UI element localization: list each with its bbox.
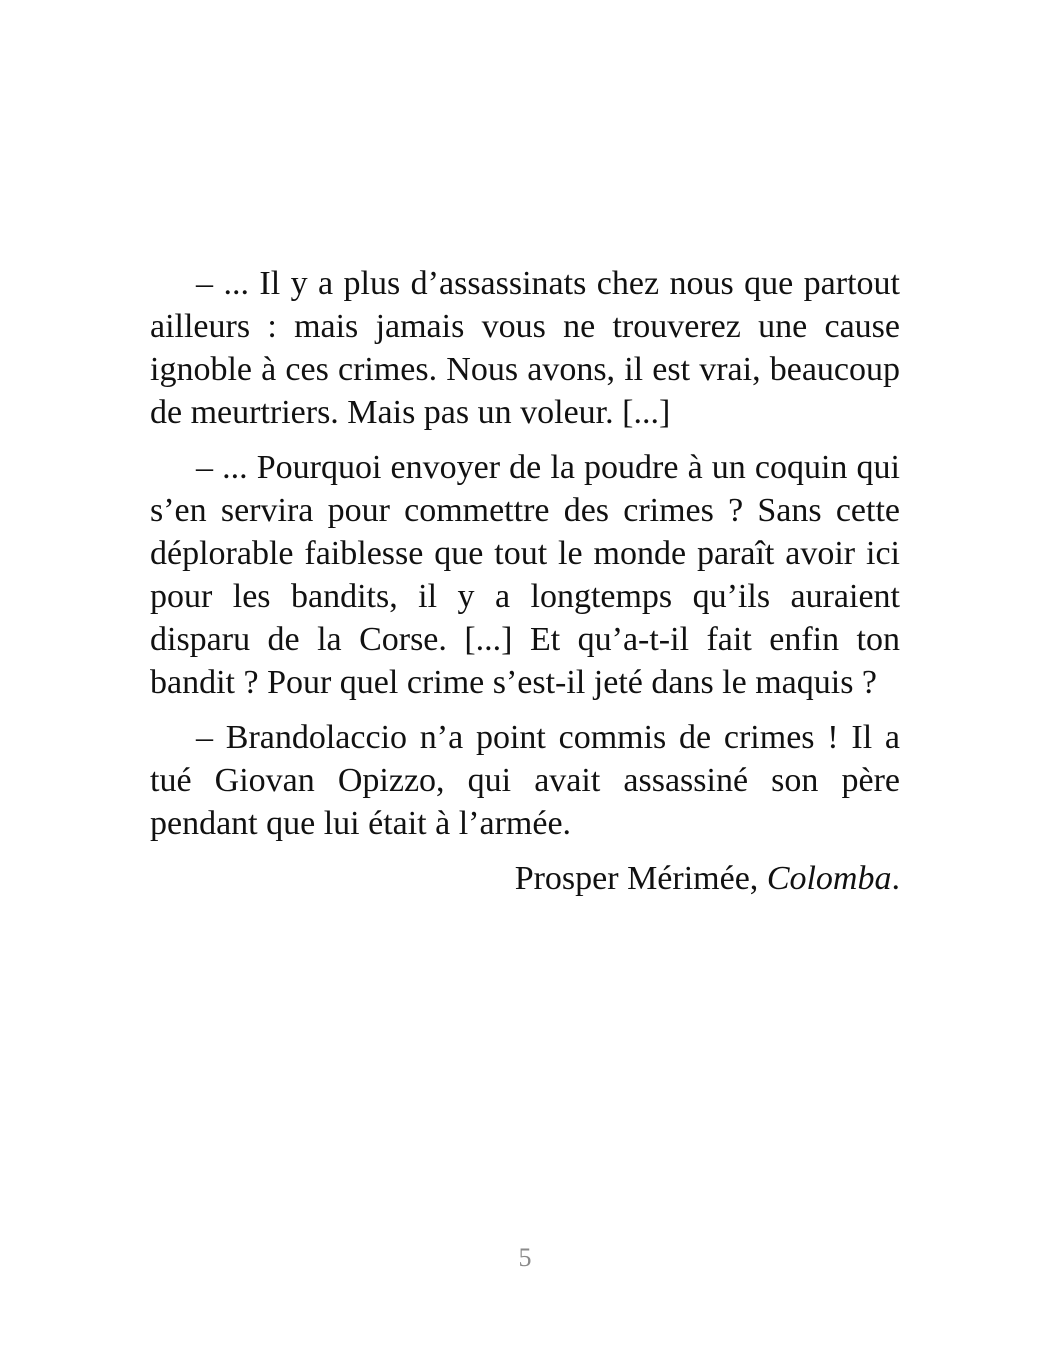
excerpt-text (150, 262, 900, 900)
attribution-line (150, 857, 900, 900)
paragraph-2: – ... Pourquoi envoyer de la poudre à un coquin qui s’en servira pour commettre des crimes ? Sans cette déplorable faiblesse que tout le monde paraît avoir ici pour les bandits, il y a longtemps qu’ils auraient disparu de la Corse. [...] Et qu’a-t-il fait enfin ton bandit ? Pour quel crime s’est-il jeté dans le maquis ? (150, 449, 900, 701)
paragraph-3: – Brandolaccio n’a point commis de crimes ! Il a tué Giovan Opizzo, qui avait assassiné son père pendant que lui était à l’armée. (150, 719, 900, 842)
page-number: 5 (518, 1243, 532, 1272)
attribution-title: Colomba (766, 860, 892, 897)
paragraph-1: – ... Il y a plus d’assassinats chez nous que partout ailleurs : mais jamais vous ne trouverez une cause ignoble à ces crimes. Nous avons, il est vrai, beaucoup de meurtriers. Mais pas un voleur. [...] (150, 265, 900, 431)
attribution-author: Prosper Mérimée, (514, 860, 767, 897)
attribution-end: . (891, 860, 900, 897)
